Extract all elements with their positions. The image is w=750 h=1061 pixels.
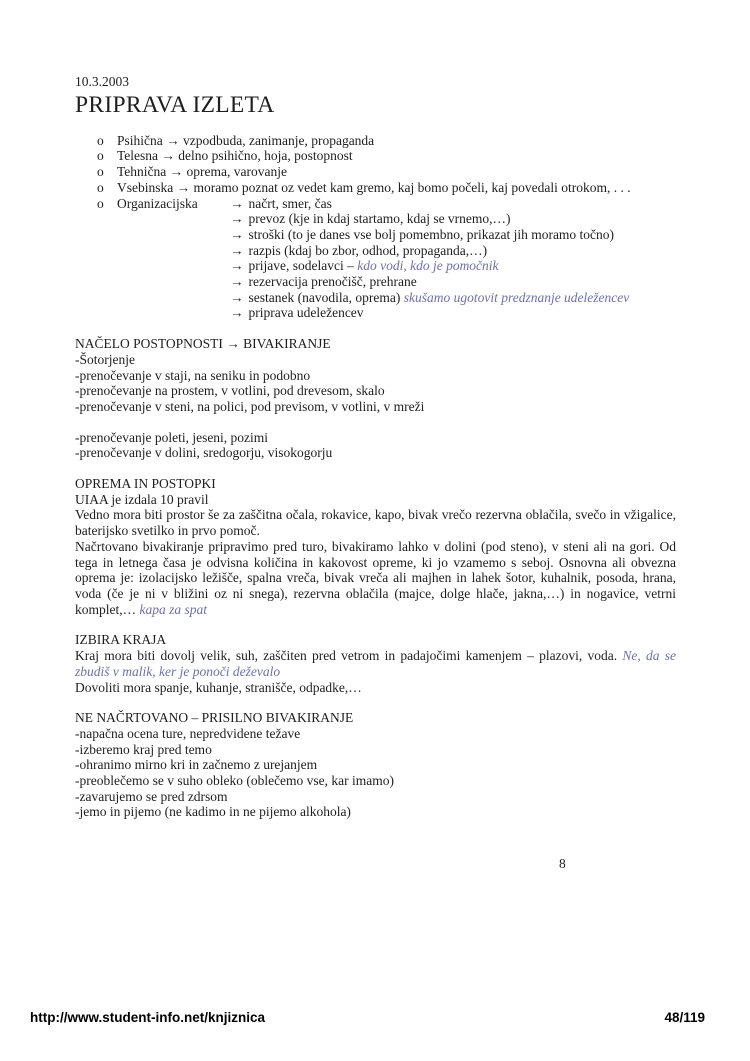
right-arrow-icon: → [230, 258, 244, 274]
text-line: -prenočevanje v dolini, sredogorju, visokogorju [75, 445, 333, 461]
text-line: -prenočevanje poleti, jeseni, pozimi [75, 429, 269, 445]
paragraph [75, 539, 676, 618]
text-line: -Šotorjenje [75, 351, 135, 367]
right-arrow-icon: → [230, 242, 244, 258]
org-arrow-list [230, 196, 640, 322]
bullet-marker: o [97, 179, 104, 195]
org-arrow-line [230, 290, 640, 306]
right-arrow-icon: → [230, 274, 244, 290]
page-content [75, 74, 676, 820]
section-heading: NE NAČRTOVANO – PRISILNO BIVAKIRANJE [75, 710, 354, 726]
text-line: -izberemo kraj pred temo [75, 741, 212, 757]
paragraph-text: Kraj mora biti dovolj velik, suh, zaščiten pred vetrom in padajočimi kamenjem – plazovi, voda. [75, 648, 623, 664]
text-line: -prenočevanje v staji, na seniku in podobno [75, 367, 311, 383]
text-line: -napačna ocena ture, nepredvidene težave [75, 725, 301, 741]
right-arrow-icon: → [230, 211, 244, 227]
text-line: -zavarujemo se pred zdrsom [75, 788, 228, 804]
page-title: PRIPRAVA IZLETA [75, 91, 275, 118]
org-arrow-line [230, 211, 640, 227]
page-number: 8 [559, 856, 566, 871]
right-arrow-icon: → [230, 226, 244, 242]
nacelo-subgroup [75, 430, 676, 461]
intro-item-text: Tehnična → oprema, varovanje [117, 164, 287, 180]
paragraph [75, 648, 676, 679]
org-arrow-text: sestanek (navodila, oprema) [248, 289, 404, 305]
org-arrow-text: priprava udeležencev [248, 305, 364, 321]
section-izbira [75, 632, 676, 695]
org-arrow-text: stroški (to je danes vse bolj pomembno, prikazat jih moramo točno) [248, 226, 615, 242]
org-arrow-line [230, 305, 640, 321]
annotation-note: Ne, da se zbudiš v malik, ker je ponoči deževalo [75, 648, 676, 679]
text-line: -prenočevanje na prostem, v votlini, pod drevesom, skalo [75, 383, 385, 399]
org-label: Organizacijska [117, 195, 198, 211]
text-line: -preoblečemo se v suho obleko (oblečemo vse, kar imamo) [75, 773, 395, 789]
section-heading: OPREMA IN POSTOPKI [75, 476, 216, 492]
bullet-marker: o [97, 148, 104, 164]
org-arrow-text: rezervacija prenočišč, prehrane [248, 274, 417, 290]
intro-item [75, 164, 676, 180]
org-arrow-text: prijave, sodelavci – [248, 258, 358, 274]
annotation-note: kapa za spat [139, 601, 207, 617]
page-footer [0, 1010, 750, 1030]
text-line: -ohranimo mirno kri in začnemo z urejanjem [75, 757, 318, 773]
bullet-marker: o [97, 195, 104, 211]
paragraph-text: Načrtovano bivakiranje pripravimo pred turo, bivakiramo lahko v dolini (pod steno), v steni ali na gori. Od tega in letnega časa je odvisna količina in kakovost opreme, ki jo vzamemo s seboj. Osnovna ali obvezna oprema je: izolacijsko ležišče, spalna vreča, bivak vreča ali majhen in lahek šotor, kuhalnik, posoda, hrana, voda (če je ni v bližini oz ni snega), rezervna oblačila (majce, dolge hlače, jakna,…) in nogavice, vetrni komplet,… [75, 538, 676, 617]
section-oprema [75, 476, 676, 617]
org-arrow-line [230, 227, 640, 243]
org-arrow-text: razpis (kdaj bo zbor, odhod, propaganda,…) [248, 242, 488, 258]
intro-item [75, 148, 676, 164]
org-arrow-line [230, 258, 640, 274]
intro-item-text: Psihična → vzpodbuda, zanimanje, propaganda [117, 132, 375, 148]
text-line: Dovoliti mora spanje, kuhanje, stranišče, odpadke,… [75, 679, 362, 695]
footer-url: http://www.student-info.net/knjiznica [30, 1010, 265, 1025]
preparation-types-list [75, 133, 676, 321]
text-line: -jemo in pijemo (ne kadimo in ne pijemo alkohola) [75, 804, 351, 820]
section-heading: NAČELO POSTOPNOSTI → BIVAKIRANJE [75, 336, 331, 352]
document-date: 10.3.2003 [75, 74, 129, 89]
intro-item-text: Telesna → delno psihično, hoja, postopnost [117, 148, 353, 164]
right-arrow-icon: → [230, 195, 244, 211]
text-line: UIAA je izdala 10 pravil [75, 491, 209, 507]
footer-page-indicator: 48/119 [664, 1010, 705, 1025]
right-arrow-icon: → [230, 305, 244, 321]
intro-item [75, 180, 676, 196]
intro-item-text: Vsebinska → moramo poznat oz vedet kam gremo, kaj bomo počeli, kaj povedali otrokom, . . . [117, 179, 631, 195]
text-line: -prenočevanje v steni, na polici, pod previsom, v votlini, v mreži [75, 398, 425, 414]
annotation-note: kdo vodi, kdo je pomočnik [357, 258, 499, 274]
org-arrow-line [230, 274, 640, 290]
annotation-note: skušamo ugotovit predznanje udeležencev [403, 289, 630, 305]
section-heading: IZBIRA KRAJA [75, 632, 167, 648]
section-nacelo [75, 336, 676, 461]
right-arrow-icon: → [230, 289, 244, 305]
org-arrow-text: načrt, smer, čas [248, 195, 332, 211]
intro-item-organizacijska [75, 196, 676, 322]
org-arrow-line [230, 196, 640, 212]
bullet-marker: o [97, 132, 104, 148]
paragraph: Vedno mora biti prostor še za zaščitna očala, rokavice, kapo, bivak vrečo rezervna oblačila, svečo in vžigalice, baterijsko svetilko in prvo pomoč. [75, 507, 676, 539]
intro-item [75, 133, 676, 149]
section-prisilno [75, 710, 676, 820]
bullet-marker: o [97, 164, 104, 180]
org-arrow-text: prevoz (kje in kdaj startamo, kdaj se vrnemo,…) [248, 211, 511, 227]
org-arrow-line [230, 243, 640, 259]
